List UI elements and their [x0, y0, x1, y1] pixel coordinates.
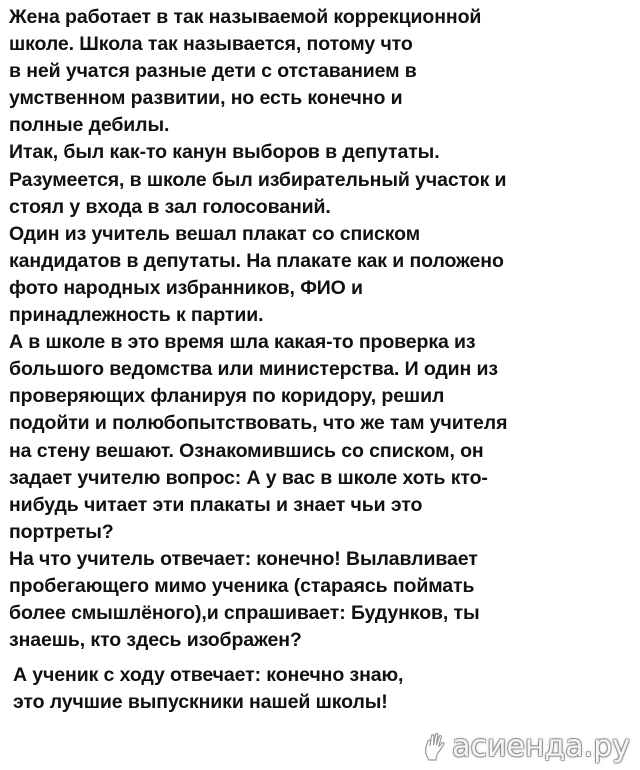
- text-line: портреты?: [9, 520, 114, 543]
- text-line: А в школе в это время шла какая-то проверка из: [9, 331, 476, 354]
- text-line: стоял у входа в зал голосований.: [9, 195, 331, 218]
- text-line: А ученик с ходу отвечает: конечно знаю,: [13, 664, 404, 687]
- watermark-text: асиенда.ру: [452, 729, 630, 764]
- document-body: [9, 4, 637, 716]
- text-line: на стену вешают. Ознакомившись со списком, он: [9, 439, 484, 462]
- text-line: фото народных избранников, ФИО и: [9, 276, 363, 299]
- text-line: более смышлёного),и спрашивает: Будунков, ты: [9, 602, 480, 625]
- text-line: На что учитель отвечает: конечно! Вылавливает: [9, 547, 478, 570]
- text-line: задает учителю вопрос: А у вас в школе хоть кто-: [9, 466, 488, 489]
- text-line: Разумеется, в школе был избирательный участок и: [9, 168, 507, 191]
- paragraph-main: [9, 4, 637, 654]
- text-line: нибудь читает эти плакаты и знает чьи это: [9, 493, 423, 516]
- text-line: Итак, был как-то канун выборов в депутаты.: [9, 141, 440, 164]
- text-line: пробегающего мимо ученика (стараясь поймать: [9, 574, 475, 597]
- text-line: школе. Школа так называется, потому что: [9, 33, 413, 56]
- text-line: кандидатов в депутаты. На плакате как и положено: [9, 249, 504, 272]
- text-line: Один из учитель вешал плакат со списком: [9, 222, 421, 245]
- text-line: в ней учатся разные дети с отставанием в: [9, 60, 417, 83]
- text-line: принадлежность к партии.: [9, 304, 264, 327]
- text-line: проверяющих фланируя по коридору, решил: [9, 385, 445, 408]
- paragraph-ending: [9, 662, 637, 716]
- site-watermark: [422, 729, 630, 764]
- hand-icon: [422, 732, 448, 762]
- text-line: Жена работает в так называемой коррекционной: [9, 6, 482, 28]
- text-line: полные дебилы.: [9, 114, 170, 137]
- text-line: это лучшие выпускники нашей школы!: [13, 691, 388, 714]
- text-line: большого ведомства или министерства. И один из: [9, 358, 499, 381]
- text-line: умственном развитии, но есть конечно и: [9, 87, 403, 110]
- text-line: подойти и полюбопытствовать, что же там учителя: [9, 412, 508, 435]
- text-line: знаешь, кто здесь изображен?: [9, 629, 302, 652]
